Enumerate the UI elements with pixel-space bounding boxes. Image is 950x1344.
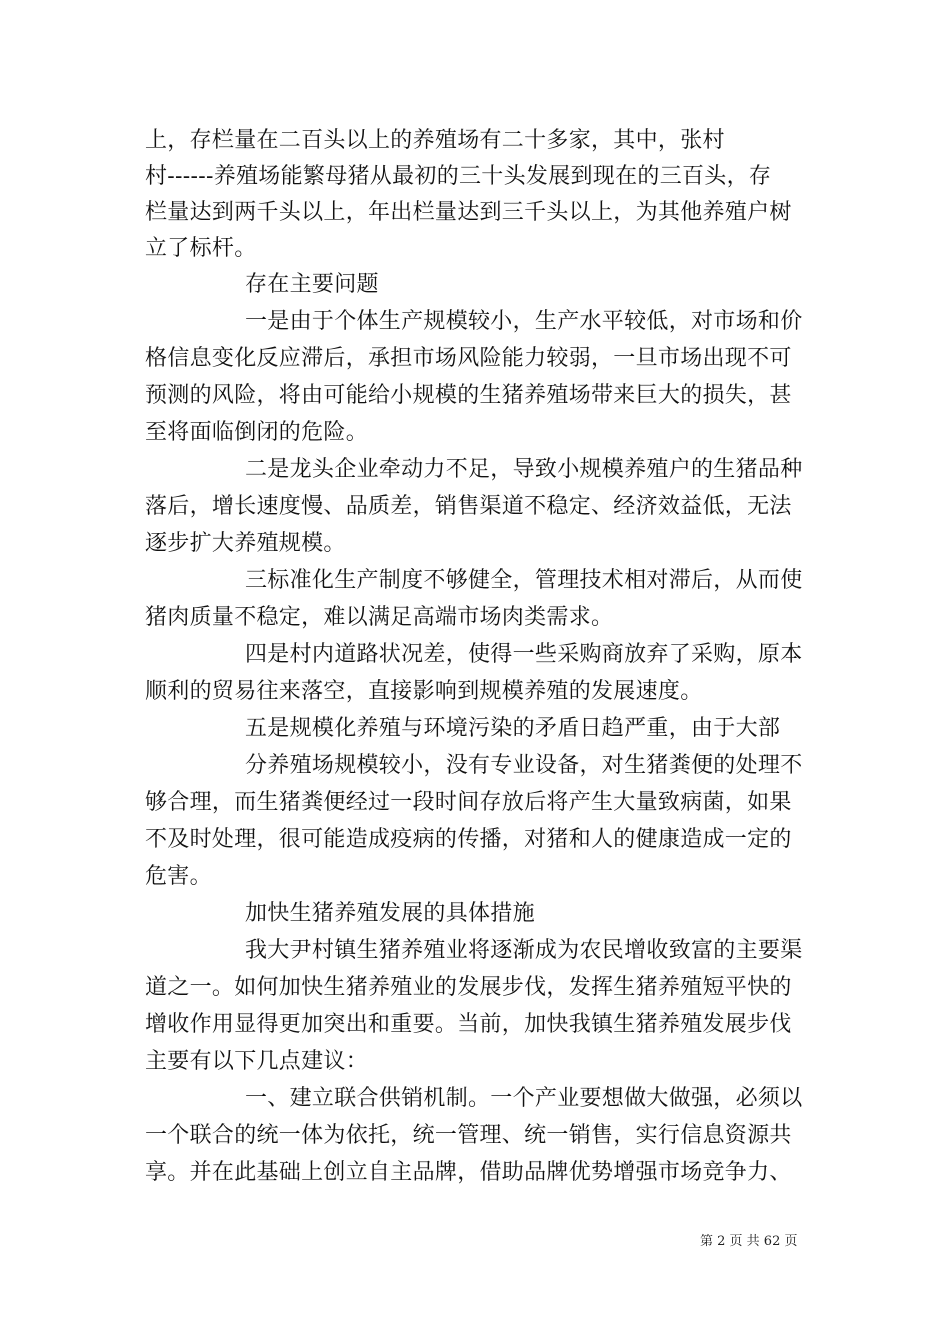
section-heading: 加快生猪养殖发展的具体措施 [245, 901, 535, 926]
paragraph-line: 至将面临倒闭的危险。 [145, 420, 369, 445]
paragraph-line: 顺利的贸易往来落空，直接影响到规模养殖的发展速度。 [145, 679, 703, 704]
paragraph-line: 上，存栏量在二百头以上的养殖场有二十多家，其中，张村 [145, 128, 725, 153]
paragraph-line: 一是由于个体生产规模较小，生产水平较低，对市场和价 [245, 309, 803, 334]
paragraph-line: 二是龙头企业牵动力不足，导致小规模养殖户的生猪品种 [245, 457, 803, 482]
paragraph-line: 四是村内道路状况差，使得一些采购商放弃了采购，原本 [245, 642, 803, 667]
paragraph-line: 我大尹村镇生猪养殖业将逐渐成为农民增收致富的主要渠 [245, 938, 803, 963]
paragraph-line: 落后，增长速度慢、品质差，销售渠道不稳定、经济效益低，无法 [145, 494, 792, 519]
paragraph-line: 增收作用显得更加突出和重要。当前，加快我镇生猪养殖发展步伐 [145, 1012, 792, 1037]
paragraph-line: 一个联合的统一体为依托，统一管理、统一销售，实行信息资源共 [145, 1123, 792, 1148]
paragraph-line: 村------养殖场能繁母猪从最初的三十头发展到现在的三百头，存 [145, 164, 772, 189]
paragraph-line: 够合理，而生猪粪便经过一段时间存放后将产生大量致病菌，如果 [145, 790, 792, 815]
page-footer: 第 2 页 共 62 页 [700, 1234, 798, 1249]
paragraph-line: 一、建立联合供销机制。一个产业要想做大做强，必须以 [245, 1086, 803, 1111]
paragraph-line: 格信息变化反应滞后，承担市场风险能力较弱，一旦市场出现不可 [145, 346, 792, 371]
paragraph-line: 五是规模化养殖与环境污染的矛盾日趋严重，由于大部 [245, 716, 781, 741]
paragraph-line: 享。并在此基础上创立自主品牌，借助品牌优势增强市场竞争力、 [145, 1160, 792, 1185]
section-heading: 存在主要问题 [245, 272, 379, 297]
paragraph-line: 道之一。如何加快生猪养殖业的发展步伐，发挥生猪养殖短平快的 [145, 975, 792, 1000]
paragraph-line: 危害。 [145, 864, 212, 889]
paragraph-line: 主要有以下几点建议： [145, 1049, 369, 1074]
paragraph-line: 逐步扩大养殖规模。 [145, 531, 346, 556]
paragraph-line: 栏量达到两千头以上，年出栏量达到三千头以上，为其他养殖户树 [145, 200, 792, 225]
paragraph-line: 猪肉质量不稳定，难以满足高端市场肉类需求。 [145, 605, 614, 630]
paragraph-line: 三标准化生产制度不够健全，管理技术相对滞后，从而使 [245, 568, 803, 593]
paragraph-line: 分养殖场规模较小，没有专业设备，对生猪粪便的处理不 [245, 753, 803, 778]
paragraph-line: 预测的风险，将由可能给小规模的生猪养殖场带来巨大的损失，甚 [145, 383, 792, 408]
paragraph-line: 立了标杆。 [145, 236, 257, 261]
paragraph-line: 不及时处理，很可能造成疫病的传播，对猪和人的健康造成一定的 [145, 827, 792, 852]
